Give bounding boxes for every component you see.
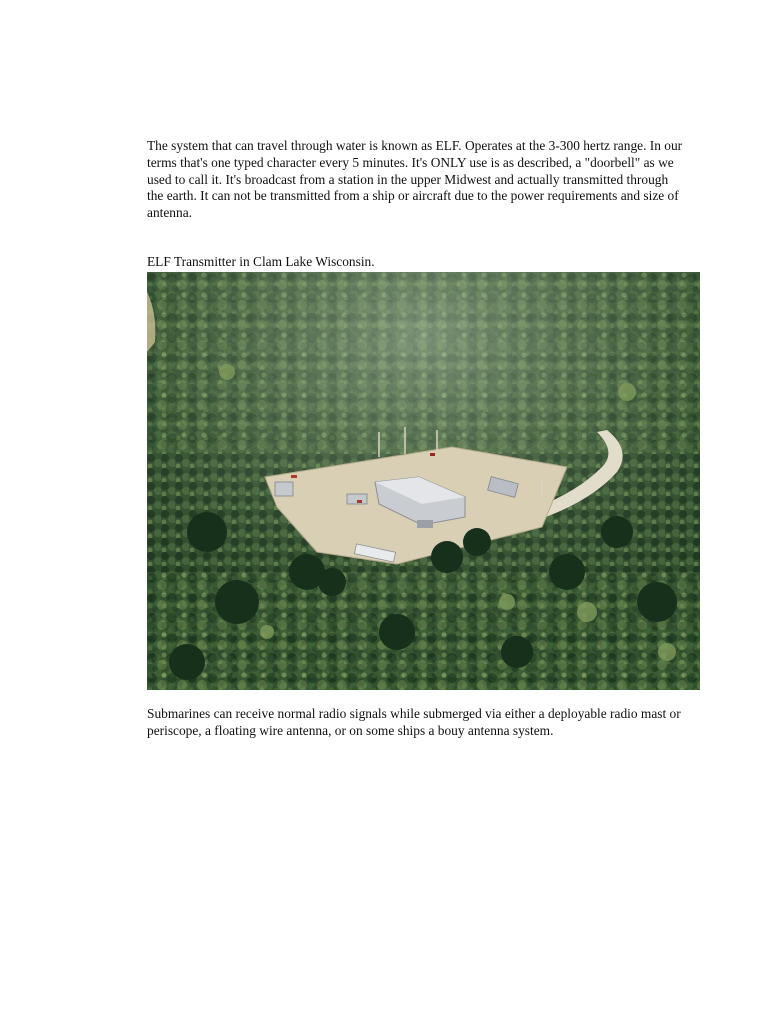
paragraph-submarine-reception: Submarines can receive normal radio signals while submerged via either a deployable radio mast or periscope, a floating wire antenna, or on some ships a bouy antenna system. [147, 706, 681, 738]
photo-caption: ELF Transmitter in Clam Lake Wisconsin. [147, 254, 375, 269]
paragraph-elf-description: The system that can travel through water is known as ELF. Operates at the 3-300 hertz range. In our terms that's one typed character every 5 minutes. It's ONLY use is as described, a "doorbell" as we used to call it. It's broadcast from a station in the upper Midwest and actually transmitted through the earth. It can not be transmitted from a ship or aircraft due to the power requirements and size of antenna. [147, 138, 683, 221]
aerial-photo [147, 272, 700, 690]
